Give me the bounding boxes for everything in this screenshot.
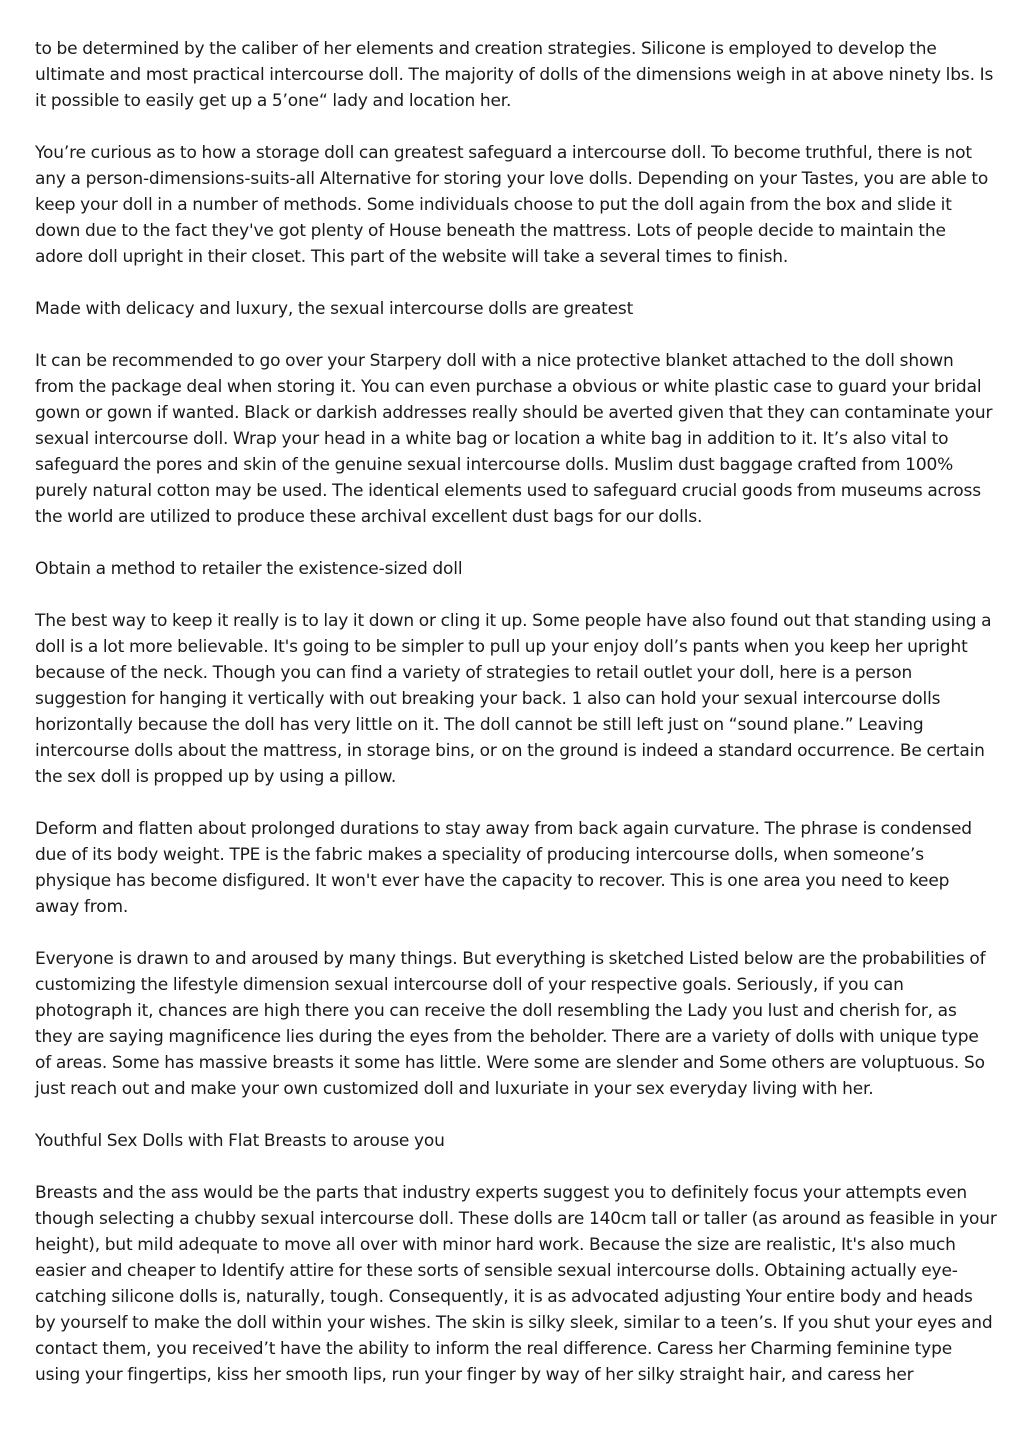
paragraph-breasts-ass: Breasts and the ass would be the parts that industry experts suggest you to definitely focus your attempts even though selecting a chubby sexual intercourse doll. These dolls are 140cm tall or taller (as around as feasible in your height), but mild adequate to move all over with minor hard work. Because the size are realistic, It's also much easier and cheaper to Identify attire for these sorts of sensible sexual intercourse dolls. Obtaining actually eye-catching silicone dolls is, naturally, tough. Consequently, it is as advocated adjusting Your entire body and heads by yourself to make the doll within your wishes. The skin is silky sleek, similar to a teen’s. If you shut your eyes and contact them, you received’t have the ability to inform the real difference. Caress her Charming feminine type using your fingertips, kiss her smooth lips, run your finger by way of her silky straight hair, and caress her — [35, 1183, 997, 1385]
document-body — [35, 36, 997, 1388]
heading-obtain-method: Obtain a method to retailer the existence-sized doll — [35, 559, 463, 579]
heading-delicacy-luxury: Made with delicacy and luxury, the sexual intercourse dolls are greatest — [35, 299, 634, 319]
paragraph-storage-options: You’re curious as to how a storage doll can greatest safeguard a intercourse doll. To become truthful, there is not any a person-dimensions-suits-all Alternative for storing your love dolls. Depending on your Tastes, you are able to keep your doll in a number of methods. Some individuals choose to put the doll again from the box and slide it down due to the fact they've got plenty of House beneath the mattress. Lots of people decide to maintain the adore doll upright in their closet. This part of the website will take a several times to finish. — [35, 143, 989, 267]
heading-youthful-dolls: Youthful Sex Dolls with Flat Breasts to arouse you — [35, 1131, 445, 1151]
paragraph-protective-blanket: It can be recommended to go over your Starpery doll with a nice protective blanket attached to the doll shown from the package deal when storing it. You can even purchase a obvious or white plastic case to guard your bridal gown or gown if wanted. Black or darkish addresses really should be averted given that they can contaminate your sexual intercourse doll. Wrap your head in a white bag or location a white bag in addition to it. It’s also vital to safeguard the pores and skin of the genuine sexual intercourse dolls. Muslim dust baggage crafted from 100% purely natural cotton may be used. The identical elements used to safeguard crucial goods from museums across the world are utilized to produce these archival excellent dust bags for our dolls. — [35, 351, 993, 527]
paragraph-customizing: Everyone is drawn to and aroused by many things. But everything is sketched Listed below are the probabilities of customizing the lifestyle dimension sexual intercourse doll of your respective goals. Seriously, if you can photograph it, chances are high there you can receive the doll resembling the Lady you lust and cherish for, as they are saying magnificence lies during the eyes from the beholder. There are a variety of dolls with unique type of areas. Some has massive breasts it some has little. Were some are slender and Some others are voluptuous. So just reach out and make your own customized doll and luxuriate in your sex everyday living with her. — [35, 949, 986, 1099]
paragraph-deform-flatten: Deform and flatten about prolonged durations to stay away from back again curvature. The phrase is condensed due of its body weight. TPE is the fabric makes a speciality of producing intercourse dolls, when someone’s physique has become disfigured. It won't ever have the capacity to recover. This is one area you need to keep away from. — [35, 819, 972, 917]
paragraph-storage-intro: to be determined by the caliber of her elements and creation strategies. Silicone is employed to develop the ultimate and most practical intercourse doll. The majority of dolls of the dimensions weigh in at above ninety lbs. Is it possible to easily get up a 5’one“ lady and location her. — [35, 39, 994, 111]
paragraph-best-way: The best way to keep it really is to lay it down or cling it up. Some people have also found out that standing using a doll is a lot more believable. It's going to be simpler to pull up your enjoy doll’s pants when you keep her upright because of the neck. Though you can find a variety of strategies to retail outlet your doll, here is a person suggestion for hanging it vertically with out breaking your back. 1 also can hold your sexual intercourse dolls horizontally because the doll has very little on it. The doll cannot be still left just on “sound plane.” Leaving intercourse dolls about the mattress, in storage bins, or on the ground is indeed a standard occurrence. Be certain the sex doll is propped up by using a pillow. — [35, 611, 992, 787]
